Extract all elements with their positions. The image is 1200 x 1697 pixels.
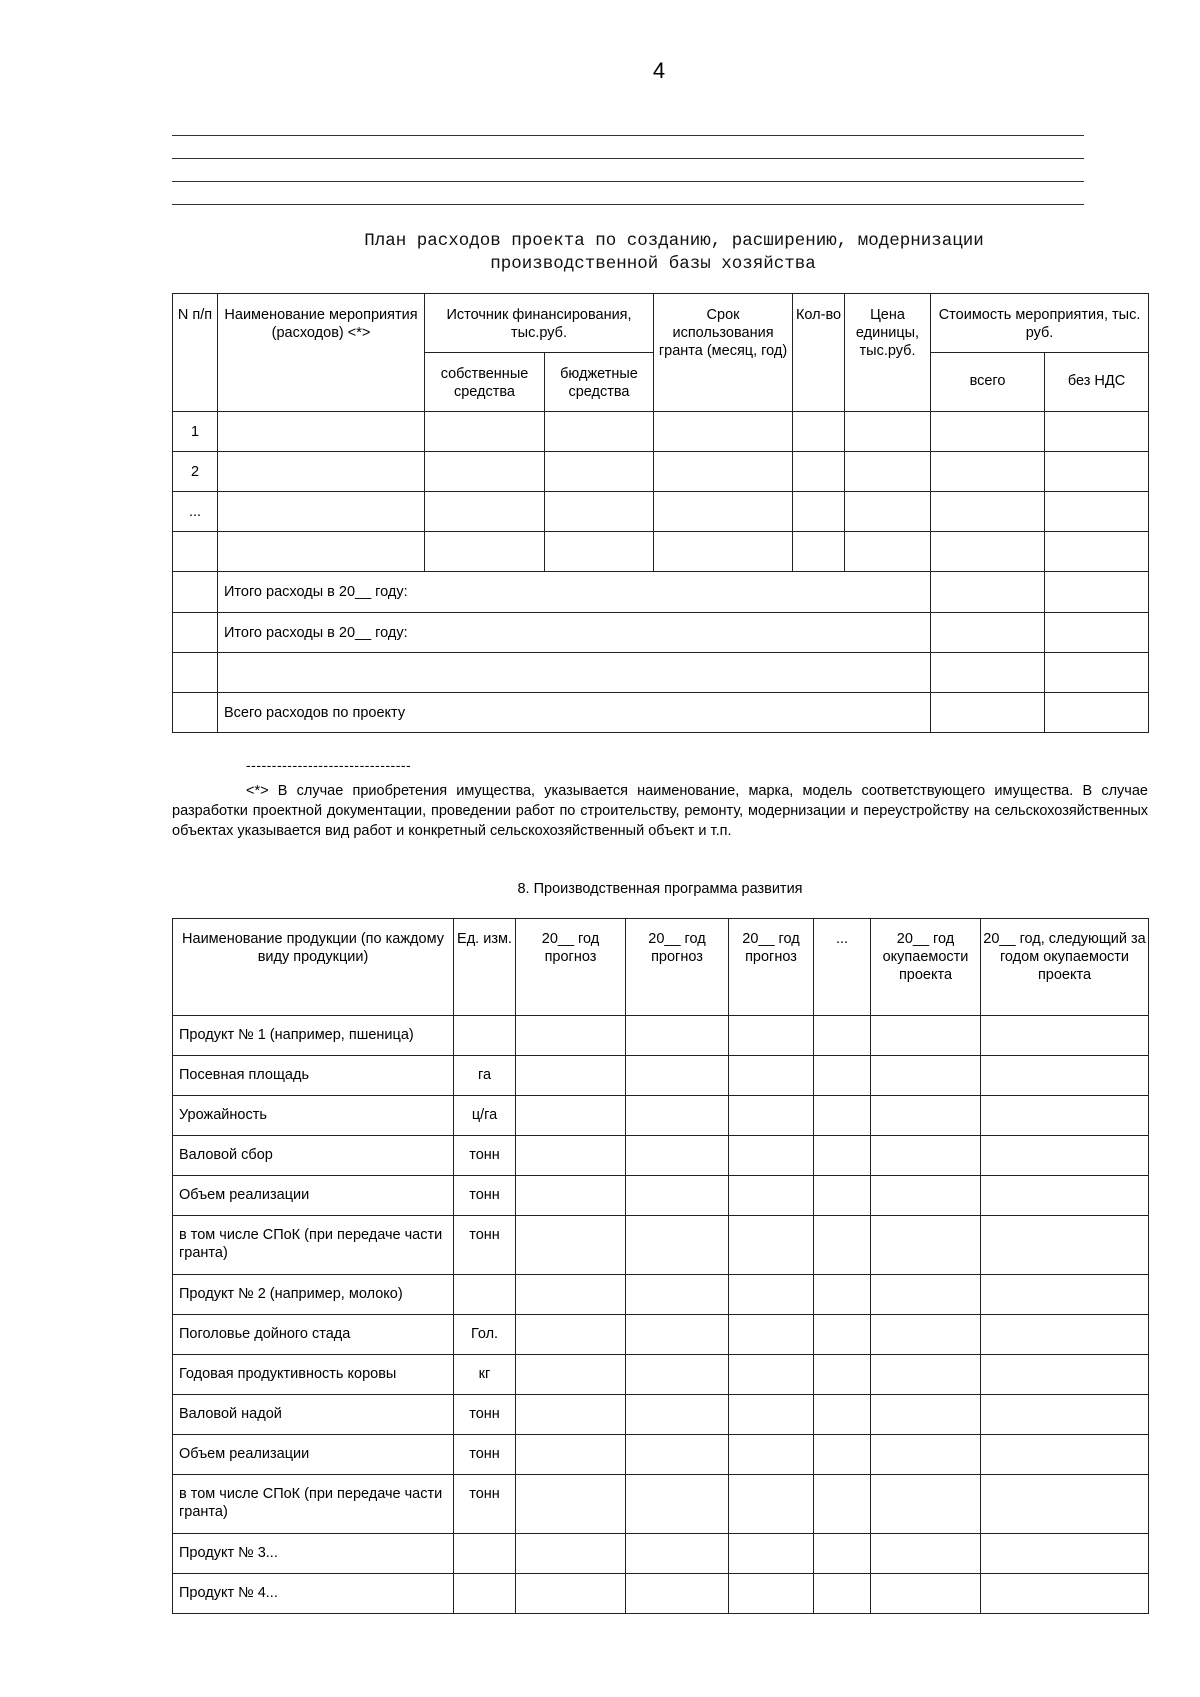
blank-line bbox=[172, 181, 1084, 182]
product-name: Объем реализации bbox=[173, 1435, 454, 1475]
header-qty: Кол-во bbox=[793, 294, 845, 412]
product-name: Продукт № 1 (например, пшеница) bbox=[173, 1016, 454, 1056]
expense-plan-table bbox=[172, 293, 1149, 733]
header-unit: Ед. изм. bbox=[454, 919, 516, 1016]
unit bbox=[454, 1275, 516, 1315]
product-name: Поголовье дойного стада bbox=[173, 1315, 454, 1355]
total-row bbox=[173, 572, 1149, 613]
table-row bbox=[173, 1534, 1149, 1574]
table-row bbox=[173, 1355, 1149, 1395]
header-own-funds: собственные средства bbox=[425, 353, 545, 412]
unit: тонн bbox=[454, 1435, 516, 1475]
product-name: Продукт № 2 (например, молоко) bbox=[173, 1275, 454, 1315]
unit: кг bbox=[454, 1355, 516, 1395]
plan-title-line1: План расходов проекта по созданию, расширению, модернизации bbox=[364, 231, 984, 251]
row-number: 2 bbox=[173, 452, 218, 492]
blank-line bbox=[172, 204, 1084, 205]
blank-line bbox=[172, 158, 1084, 159]
product-name: Валовой надой bbox=[173, 1395, 454, 1435]
table-row bbox=[173, 1275, 1149, 1315]
header-term: Срок использования гранта (месяц, год) bbox=[654, 294, 793, 412]
total-label: Итого расходы в 20__ году: bbox=[218, 613, 931, 653]
header-budget-funds: бюджетные средства bbox=[545, 353, 654, 412]
plan-title bbox=[172, 230, 1084, 276]
table-row bbox=[173, 1475, 1149, 1534]
production-program-table bbox=[172, 918, 1149, 1614]
product-name: Урожайность bbox=[173, 1096, 454, 1136]
table-row bbox=[173, 1176, 1149, 1216]
unit: тонн bbox=[454, 1136, 516, 1176]
unit: тонн bbox=[454, 1176, 516, 1216]
row-number: ... bbox=[173, 492, 218, 532]
header-year2: 20__ год прогноз bbox=[626, 919, 729, 1016]
footnote-separator: -------------------------------- bbox=[246, 757, 412, 773]
header-name: Наименование мероприятия (расходов) <*> bbox=[218, 294, 425, 412]
product-name: Продукт № 4... bbox=[173, 1574, 454, 1614]
table-row bbox=[173, 1435, 1149, 1475]
row-number: 1 bbox=[173, 412, 218, 452]
table-row bbox=[173, 1056, 1149, 1096]
header-after-payback-year: 20__ год, следующий за годом окупаемости проекта bbox=[981, 919, 1149, 1016]
page-number: 4 bbox=[652, 58, 666, 83]
total-row bbox=[173, 653, 1149, 693]
unit: тонн bbox=[454, 1475, 516, 1534]
header-ellipsis: ... bbox=[814, 919, 871, 1016]
blank-line bbox=[172, 135, 1084, 136]
total-label: Итого расходы в 20__ году: bbox=[218, 572, 931, 613]
header-year3: 20__ год прогноз bbox=[729, 919, 814, 1016]
unit bbox=[454, 1574, 516, 1614]
product-name: Годовая продуктивность коровы bbox=[173, 1355, 454, 1395]
product-name: Продукт № 3... bbox=[173, 1534, 454, 1574]
table-row bbox=[173, 1395, 1149, 1435]
header-cost: Стоимость мероприятия, тыс. руб. bbox=[931, 294, 1149, 353]
unit: тонн bbox=[454, 1216, 516, 1275]
header-num: N п/п bbox=[173, 294, 218, 412]
table-row bbox=[173, 492, 1149, 532]
header-no-vat: без НДС bbox=[1045, 353, 1149, 412]
table-row bbox=[173, 1136, 1149, 1176]
unit: Гол. bbox=[454, 1315, 516, 1355]
header-total: всего bbox=[931, 353, 1045, 412]
section-title: 8. Производственная программа развития bbox=[517, 881, 803, 897]
plan-title-line2: производственной базы хозяйства bbox=[490, 254, 816, 274]
header-year1: 20__ год прогноз bbox=[516, 919, 626, 1016]
product-name: Объем реализации bbox=[173, 1176, 454, 1216]
header-payback-year: 20__ год окупаемости проекта bbox=[871, 919, 981, 1016]
unit: тонн bbox=[454, 1395, 516, 1435]
header-price: Цена единицы, тыс.руб. bbox=[845, 294, 931, 412]
table-row bbox=[173, 1016, 1149, 1056]
row-number bbox=[173, 532, 218, 572]
footnote: <*> В случае приобретения имущества, указывается наименование, марка, модель соответствующего имущества. В случае разработки проектной документации, проведении работ по строительству, ремонту, модернизации и переустройству на сельскохозяйственных объектах указывается вид работ и конкретный сельскохозяйственный объект и т.п. bbox=[172, 783, 1148, 839]
product-name: Валовой сбор bbox=[173, 1136, 454, 1176]
table-row bbox=[173, 1216, 1149, 1275]
total-row bbox=[173, 613, 1149, 653]
header-product: Наименование продукции (по каждому виду продукции) bbox=[173, 919, 454, 1016]
table-row bbox=[173, 532, 1149, 572]
table-row bbox=[173, 1096, 1149, 1136]
unit: ц/га bbox=[454, 1096, 516, 1136]
grand-total-row bbox=[173, 693, 1149, 733]
product-name: в том числе СПоК (при передаче части гранта) bbox=[173, 1475, 454, 1534]
unit bbox=[454, 1534, 516, 1574]
header-source: Источник финансирования, тыс.руб. bbox=[425, 294, 654, 353]
grand-total-label: Всего расходов по проекту bbox=[218, 693, 931, 733]
total-label bbox=[218, 653, 931, 693]
unit bbox=[454, 1016, 516, 1056]
product-name: в том числе СПоК (при передаче части гранта) bbox=[173, 1216, 454, 1275]
product-name: Посевная площадь bbox=[173, 1056, 454, 1096]
unit: га bbox=[454, 1056, 516, 1096]
table-row bbox=[173, 412, 1149, 452]
table-row bbox=[173, 1315, 1149, 1355]
table-row bbox=[173, 1574, 1149, 1614]
table-row bbox=[173, 452, 1149, 492]
